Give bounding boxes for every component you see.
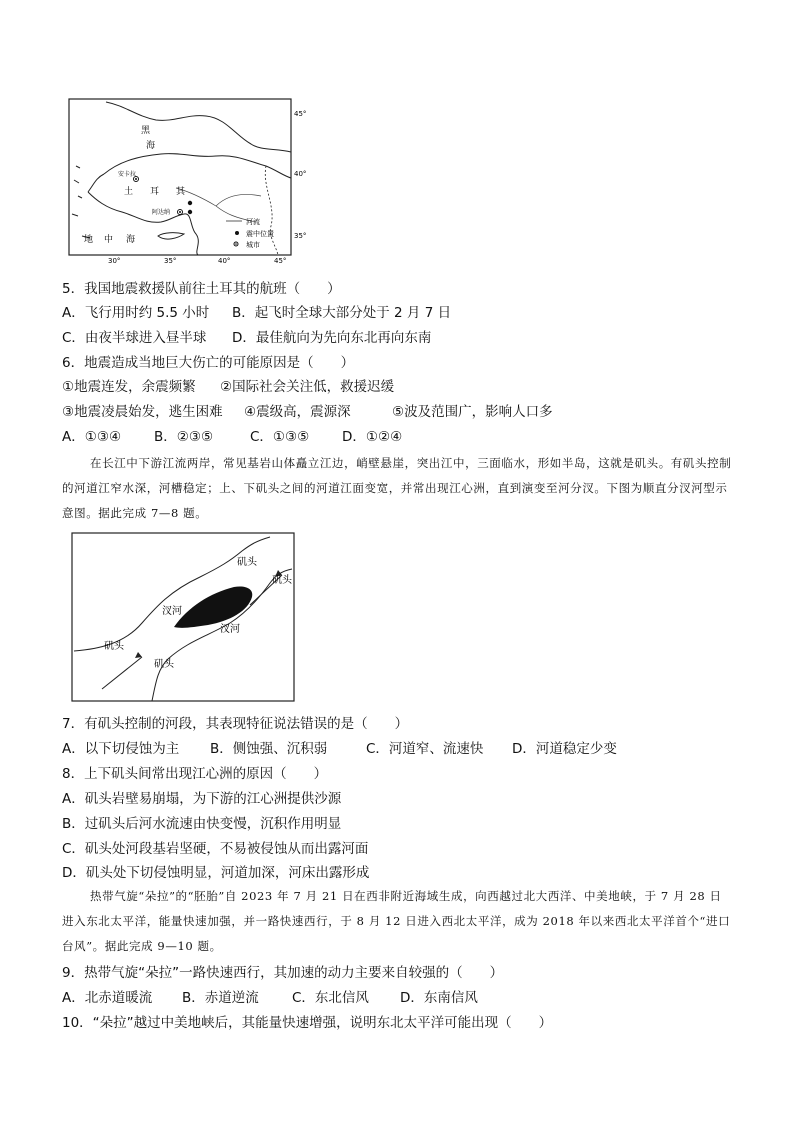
label-med-1: 地 — [84, 235, 94, 245]
q9-option-c: C．东北信风 — [292, 990, 369, 1006]
q5-options-row2 — [62, 329, 431, 347]
q9-options-row — [62, 989, 478, 1007]
q8-option-c: C．矶头处河段基岩坚硬，不易被侵蚀从而出露河面 — [62, 841, 369, 857]
legend-epicenter-dot — [235, 231, 239, 235]
q7-option-b: B．侧蚀强、沉积弱 — [210, 741, 328, 757]
lat-label-45: 45° — [294, 110, 307, 118]
label-jitou-right: 矶头 — [272, 575, 292, 586]
label-hanhe-right: 汊河 — [220, 624, 240, 635]
legend-epicenter: 震中位置 — [246, 230, 274, 238]
q9-stem: 9．热带气旋“朵拉”一路快速西行，其加速的动力主要来自较强的（ ） — [62, 965, 504, 981]
q10-stem: 10．“朵拉”越过中美地峡后，其能量快速增强，说明东北太平洋可能出现（ ） — [62, 1015, 553, 1031]
q6-option-d: D．①②④ — [342, 429, 403, 445]
label-jitou-top: 矶头 — [237, 557, 257, 568]
q8-option-b: B．过矶头后河水流速由快变慢，沉积作用明显 — [62, 816, 342, 832]
q5-options-row1 — [62, 304, 451, 322]
q7-options-row — [62, 740, 617, 758]
branched-river-diagram — [70, 531, 298, 705]
q6-item-2: ②国际社会关注低，救援迟缓 — [220, 379, 395, 395]
q5-option-b: B．起飞时全球大部分处于 2 月 7 日 — [232, 305, 452, 321]
q5-option-d: D．最佳航向为先向东北再向东南 — [232, 330, 432, 346]
q6-option-a: A．①③④ — [62, 429, 122, 445]
q6-option-c: C．①③⑤ — [250, 429, 310, 445]
q7-option-c: C．河道窄、流速快 — [366, 741, 484, 757]
legend-city: 城市 — [246, 241, 260, 249]
q8-option-d: D．矶头处下切侵蚀明显，河道加深，河床出露形成 — [62, 865, 370, 881]
lon-label-45: 45° — [274, 257, 287, 265]
q6-options-row — [62, 428, 402, 446]
q7-option-a: A．以下切侵蚀为主 — [62, 741, 180, 757]
q8-stem: 8．上下矶头间常出现江心洲的原因（ ） — [62, 766, 328, 782]
lon-label-30: 30° — [108, 257, 121, 265]
label-hanhe-left: 汊河 — [162, 606, 182, 617]
q7-stem: 7．有矶头控制的河段，其表现特征说法错误的是（ ） — [62, 716, 409, 732]
q5-stem: 5．我国地震救援队前往土耳其的航班（ ） — [62, 281, 341, 297]
q9-option-a: A．北赤道暖流 — [62, 990, 153, 1006]
label-turkey-2: 耳 — [150, 187, 160, 197]
q5-option-c: C．由夜半球进入昼半球 — [62, 330, 207, 346]
lon-label-35: 35° — [164, 257, 177, 265]
label-black-sea-2: 海 — [146, 141, 156, 151]
label-med-3: 海 — [126, 235, 136, 245]
passage-typhoon-text: 热带气旋“朵拉”的“胚胎”自 2023 年 7 月 21 日在西非附近海域生成，向西越过北大西洋、中美地峡，于 7 月 28 日进入东北太平洋，能量快速加强，并一路快速西行，于 8 月 12 日进入西北太平洋，成为 2018 年以来西北太平洋首个“进口台风”。据此完成 9—10 题。 — [62, 889, 731, 953]
q6-item-4: ④震级高，震源深 — [244, 404, 351, 420]
q9-option-d: D．东南信风 — [400, 990, 478, 1006]
q8-option-a: A．矶头岩壁易崩塌，为下游的江心洲提供沙源 — [62, 791, 342, 807]
lat-label-40: 40° — [294, 170, 307, 178]
q7-option-d: D．河道稳定少变 — [512, 741, 617, 757]
q6-item-3: ③地震凌晨始发，逃生困难 — [62, 404, 223, 420]
passage-typhoon — [62, 884, 732, 959]
epicenter-marker-2 — [188, 210, 192, 214]
label-jitou-left: 矶头 — [104, 641, 124, 652]
q6-stem: 6．地震造成当地巨大伤亡的可能原因是（ ） — [62, 355, 355, 371]
q5-option-a: A．飞行用时约 5.5 小时 — [62, 305, 210, 321]
lat-label-35: 35° — [294, 232, 307, 240]
q6-option-b: B．②③⑤ — [154, 429, 214, 445]
epicenter-marker-1 — [188, 201, 192, 205]
turkey-earthquake-map — [66, 96, 326, 266]
q6-items-row1 — [62, 378, 394, 396]
legend-river: 河流 — [246, 218, 260, 226]
q6-items-row2 — [62, 403, 553, 421]
label-turkey-1: 土 — [124, 187, 134, 197]
lon-label-40: 40° — [218, 257, 231, 265]
label-ankara: 安卡拉 — [118, 171, 137, 178]
q6-item-1: ①地震连发，余震频繁 — [62, 379, 196, 395]
label-turkey-3: 其 — [176, 187, 186, 197]
passage-jitou-text: 在长江中下游江流两岸，常见基岩山体矗立江边，峭壁悬崖，突出江中，三面临水，形如半岛，这就是矶头。有矶头控制的河道江窄水深，河槽稳定；上、下矶头之间的河道江面变宽，并常出现江心洲，直到演变至河分汊。下图为顺直分汊河型示意图。据此完成 7—8 题。 — [62, 456, 732, 520]
label-adana: 阿达纳 — [152, 209, 171, 216]
label-black-sea-1: 黑 — [141, 126, 151, 136]
q6-item-5: ⑤波及范围广，影响人口多 — [392, 404, 553, 420]
passage-jitou — [62, 451, 732, 526]
label-jitou-bottom: 矶头 — [154, 659, 174, 670]
label-med-2: 中 — [104, 235, 114, 245]
q9-option-b: B．赤道逆流 — [182, 990, 259, 1006]
